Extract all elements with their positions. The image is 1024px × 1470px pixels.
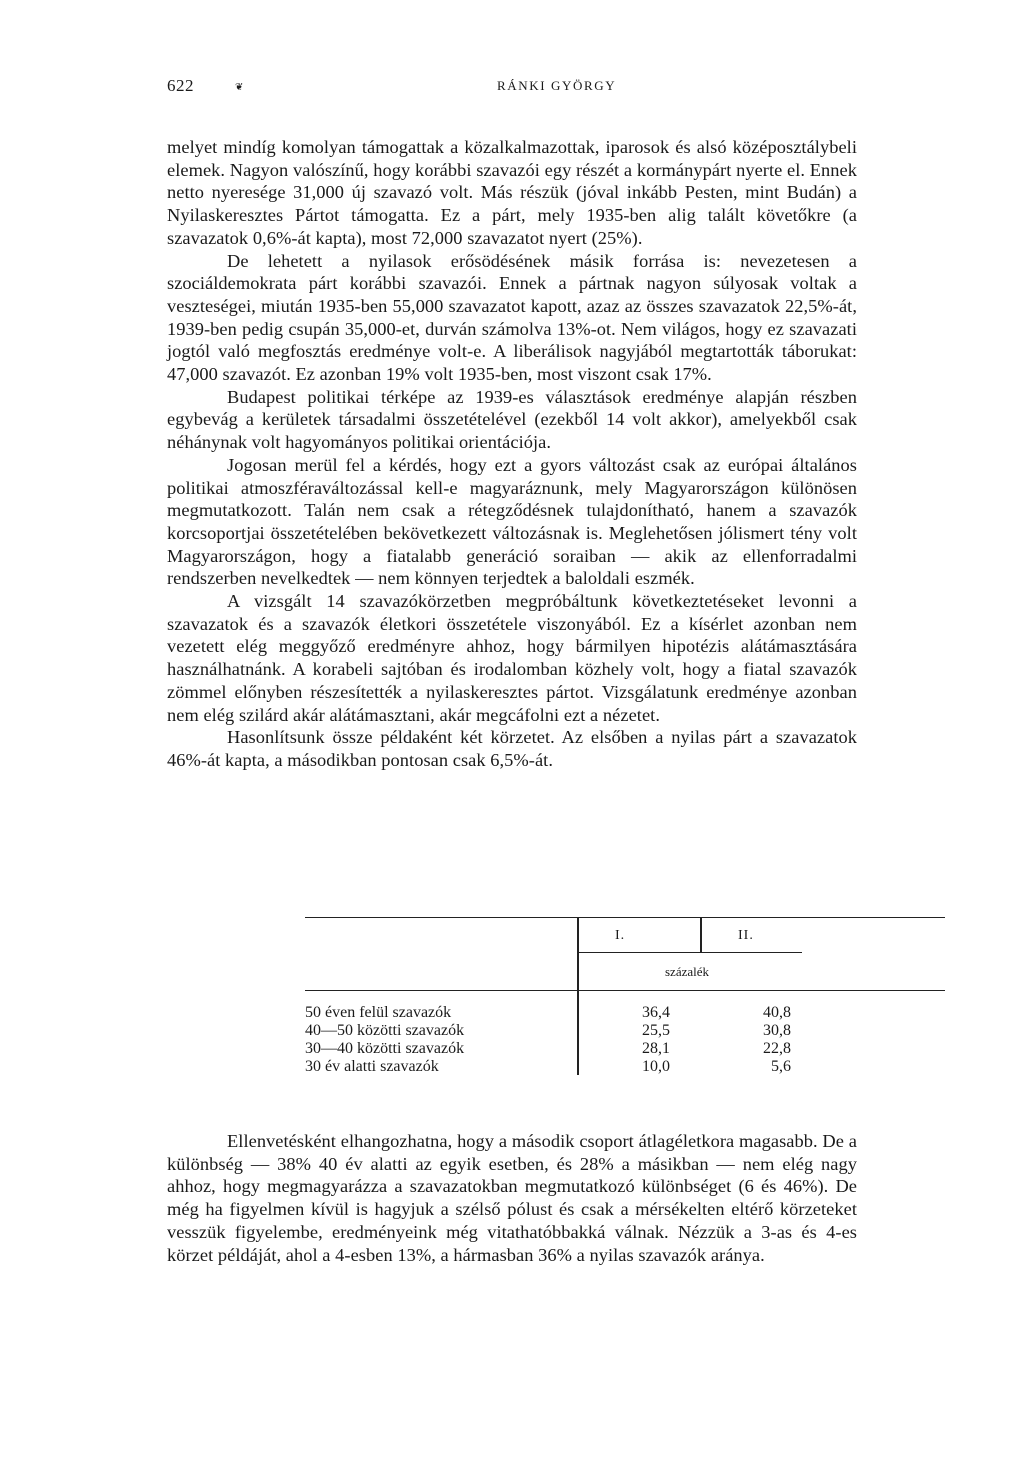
row-label: 40—50 közötti szavazók	[305, 1022, 465, 1039]
row-label: 30 év alatti szavazók	[305, 1058, 439, 1075]
column-header-district-2: II.	[738, 928, 754, 943]
table-row	[305, 1040, 945, 1058]
cell-district-2: 30,8	[763, 1022, 791, 1039]
running-head: RÁNKI GYÖRGY	[497, 78, 617, 93]
table-column-divider	[700, 917, 702, 953]
paragraph: Jogosan merül fel a kérdés, hogy ezt a gyors változást csak az európai általános politikai atmoszféraváltozással kell-e magyaráznunk, mely Magyarországon különösen megmutatkozott. Talán nem csak a rétegződésnek tulajdonítható, hanem a szavazók korcsoportjai összetételében bekövetkezett változásnak is. Meglehetősen jólismert tény volt Magyarországon, hogy a fiatalabb generáció soraiban — akik az ellenforradalmi rendszerben nevelkedtek — nem könnyen terjedtek a baloldali eszmék.	[167, 454, 857, 589]
table-header-rule	[577, 952, 802, 953]
table-top-rule	[305, 917, 945, 918]
paragraph: De lehetett a nyilasok erősödésének másik forrása is: nevezetesen a szociáldemokrata párt korábbi szavazói. Ennek a pártnak nagyon súlyosak voltak a veszteségei, miután 1935-ben 55,000 szavazatot kapott, azaz az összes szavazatok 22,5%-át, 1939-ben pedig csupán 35,000-et, durván számolva 13%-ot. Nem világos, hogy ez szavazati jogtól való megfosztás eredménye volt-e. A liberálisok nagyjából megtartották táborukat: 47,000 szavazót. Ez azonban 19% volt 1935-ben, most viszont csak 17%.	[167, 250, 857, 385]
paragraph: Ellenvetésként elhangozhatna, hogy a második csoport átlagéletkora magasabb. De a különbség — 38% 40 év alatti az egyik esetben, és 28% a másikban — nem elég nagy ahhoz, hogy megmagyarázza a szavazatokban megmutatkozó különbséget (6 és 46%). De még ha figyelmen kívül is hagyjuk a szélső pólust és csak a mérsékelten eltérő körzeteket vesszük figyelembe, eredményeink még vitathatóbbakká válnak. Nézzük a 3-as és 4-es körzet példáját, ahol a 4-esben 13%, a hármasban 36% a nyilas szavazók aránya.	[167, 1131, 857, 1265]
table-header-bottom-rule	[305, 990, 945, 991]
cell-district-1: 28,1	[642, 1040, 670, 1057]
body-text-after-table	[167, 1130, 857, 1266]
row-label: 30—40 közötti szavazók	[305, 1040, 465, 1057]
table-row	[305, 1004, 945, 1022]
cell-district-1: 10,0	[642, 1058, 670, 1075]
page-number: 622	[167, 76, 194, 95]
paragraph: melyet mindíg komolyan támogattak a közalkalmazottak, iparosok és alsó középosztálybeli elemek. Nagyon valószínű, hogy korábbi szavazói egy részét a kormánypárt nyerte el. Ennek netto nyeresége 31,000 új szavazó volt. Más részük (jóval inkább Pesten, mint Budán) a Nyilaskeresztes Pártot támogatta. Ez a párt, mely 1935-ben alig talált követőkre (a szavazatok 0,6%-át kapta), most 72,000 szavazatot nyert (25%).	[167, 137, 857, 248]
unit-label: százalék	[665, 964, 710, 979]
cell-district-2: 5,6	[771, 1058, 791, 1075]
body-text-before-table	[167, 136, 857, 772]
row-label: 50 éven felül szavazók	[305, 1004, 452, 1021]
cell-district-2: 40,8	[763, 1004, 791, 1021]
table-row	[305, 1022, 945, 1040]
paragraph: A vizsgált 14 szavazókörzetben megpróbáltunk következtetéseket levonni a szavazatok és a szavazók életkori összetétele viszonyából. Ez a kísérlet azonban nem vezetett elég meggyőző eredményre ahhoz, hogy bármilyen hipotézis alátámasztására használhatnánk. A korabeli sajtóban és irodalomban közhely volt, hogy a fiatal szavazók zömmel előnyben részesítették a nyilaskeresztes pártot. Vizsgálatunk eredménye azonban nem elég szilárd akár alátámasztani, akár megcáfolni ezt a nézetet.	[167, 591, 857, 725]
column-header-district-1: I.	[615, 928, 626, 943]
cell-district-2: 22,8	[763, 1040, 791, 1057]
table-row	[305, 1058, 945, 1076]
cell-district-1: 25,5	[642, 1022, 670, 1039]
paragraph: Budapest politikai térképe az 1939-es választások eredménye alapján részben egybevág a kerületek társadalmi összetételével (ezekből 14 volt akkor), amelyekből csak néhánynak volt hagyományos politikai orientációja.	[167, 386, 857, 453]
paragraph: Hasonlítsunk össze példaként két körzetet. Az elsőben a nyilas párt a szavazatok 46%-át kapta, a másodikban pontosan csak 6,5%-át.	[167, 727, 857, 770]
cell-district-1: 36,4	[642, 1004, 670, 1021]
ornament-icon: ❦	[235, 82, 244, 93]
age-group-vote-table	[305, 915, 945, 1075]
page-header	[167, 76, 857, 100]
